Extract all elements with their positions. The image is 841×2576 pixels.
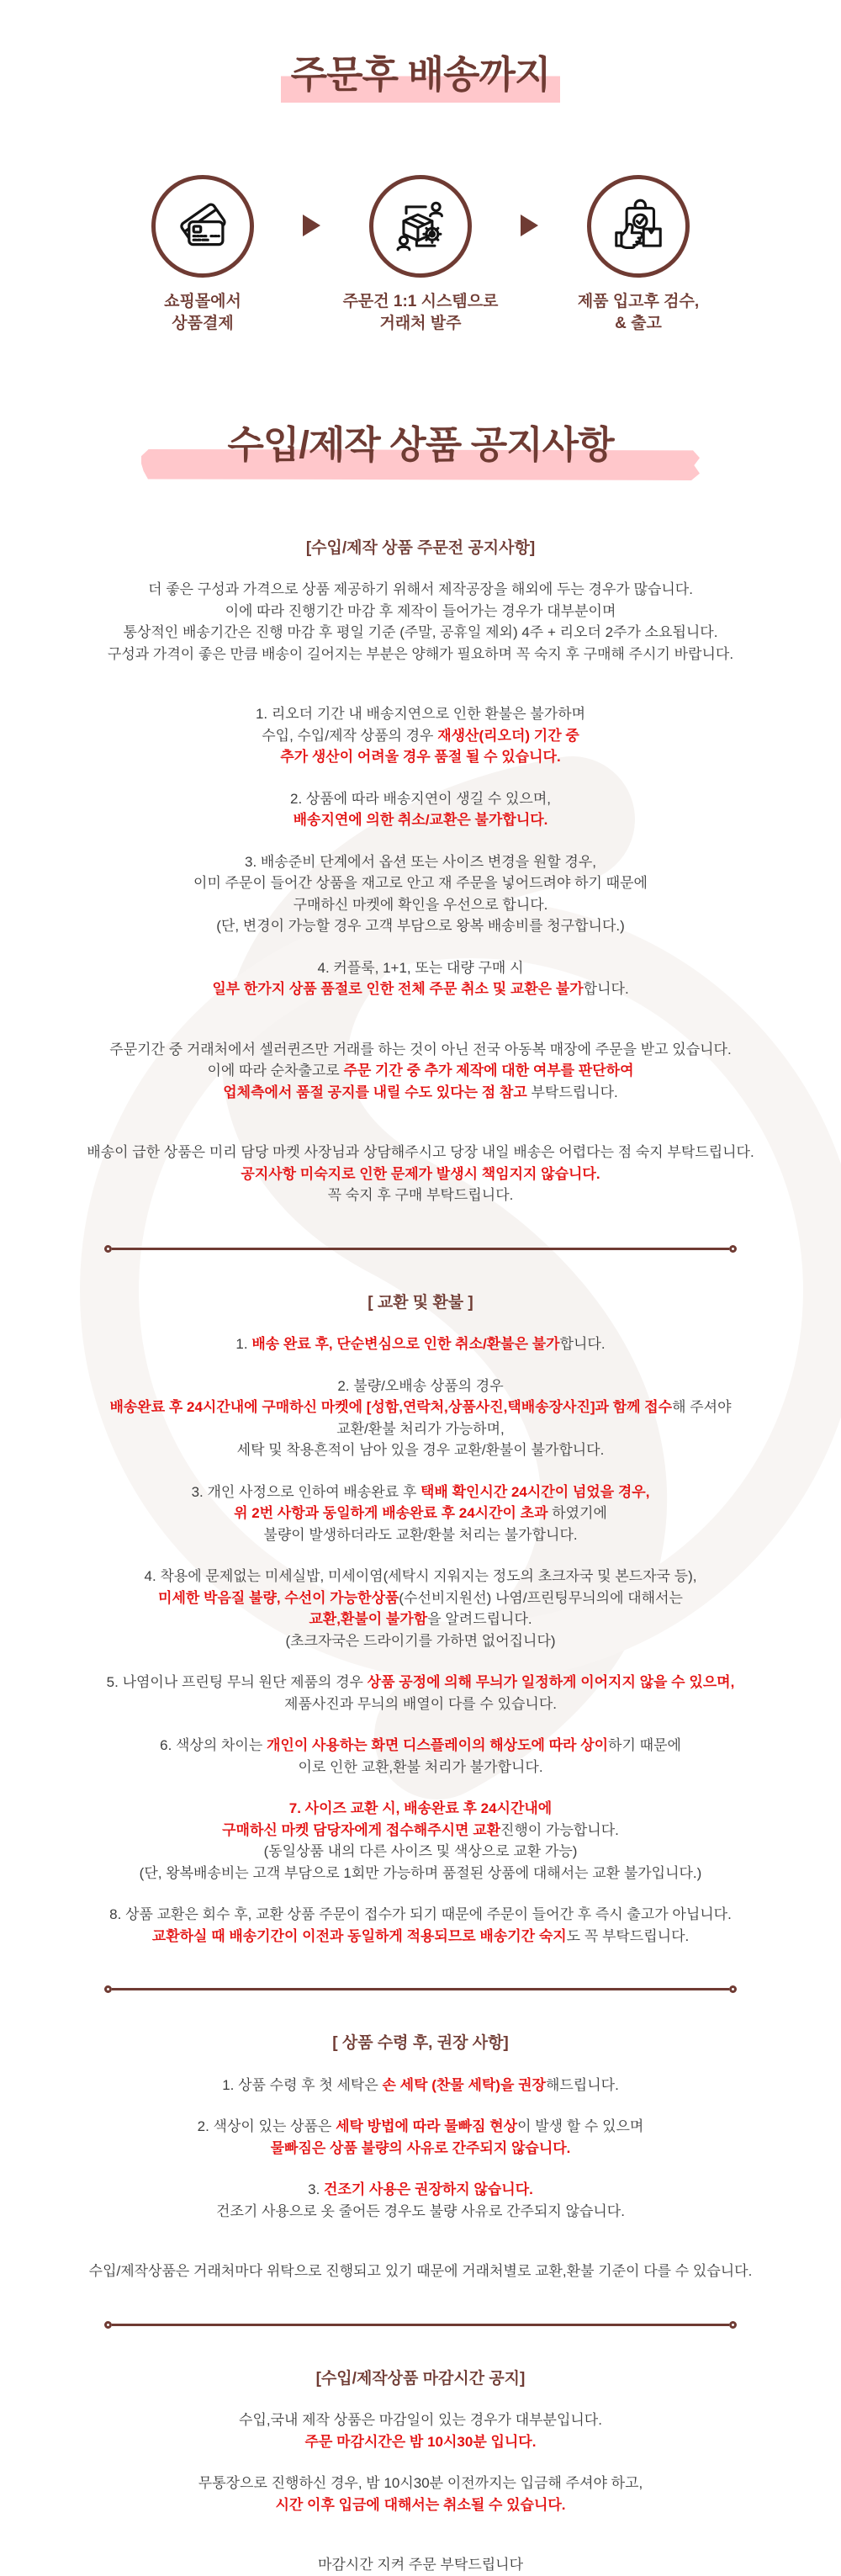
notice-text: 하였기에	[547, 1505, 607, 1522]
step-label-line: 쇼핑몰에서	[164, 292, 241, 310]
notice-line	[0, 2075, 841, 2096]
notice-page	[0, 54, 841, 2576]
notice-line	[0, 703, 841, 725]
notice-line	[0, 809, 841, 831]
notice-line	[0, 579, 841, 601]
notice-text: 합니다.	[559, 1336, 606, 1353]
notice-line	[0, 1630, 841, 1652]
notice-text: 3.	[308, 2181, 325, 2198]
step-label-line: 상품결제	[172, 314, 234, 332]
divider-ring-icon	[104, 1245, 112, 1253]
notice-text: 이 발생 할 수 있으며	[517, 2118, 644, 2135]
notice-line	[0, 2201, 841, 2223]
notice-text: 을 알려드립니다.	[427, 1611, 532, 1628]
step-icon-circle	[369, 175, 472, 278]
section-divider	[104, 1985, 737, 1993]
notice-text-red: 배송완료 후 24시간내에 구매하신 마켓에 [성함,연락처,상품사진,택배송장사진]과 함께 접수	[109, 1399, 673, 1416]
notice-text: 하기 때문에	[608, 1737, 681, 1754]
divider-ring-icon	[104, 1985, 112, 1993]
notice-text-red: 물빠짐은 상품 불량의 사유로 간주되지 않습니다.	[270, 2139, 571, 2156]
order-system-icon	[389, 195, 452, 257]
notice-line	[0, 1481, 841, 1503]
divider-ring-icon	[729, 2321, 737, 2329]
notice-line	[0, 978, 841, 1000]
notice-text: (초크자국은 드라이기를 가하면 없어집니다)	[285, 1632, 556, 1649]
notice-text: 1. 리오더 기간 내 배송지연으로 인한 환불은 불가하며	[255, 706, 586, 723]
notice-text: 제품사진과 무늬의 배열이 다를 수 있습니다.	[284, 1695, 557, 1712]
notice-body	[0, 537, 841, 2576]
divider-ring-icon	[729, 1245, 737, 1253]
hero-title	[0, 54, 841, 103]
notice-text-red: 교환,환불이 불가함	[309, 1611, 428, 1628]
step-label-line: 제품 입고후 검수,	[577, 292, 700, 310]
notice-text: 5. 나염이나 프린팅 무늬 원단 제품의 경우	[106, 1674, 368, 1691]
notice-text-red: 주문 마감시간은 밤 10시30분 입니다.	[304, 2433, 537, 2450]
notice-line	[0, 2261, 841, 2282]
notice-line	[0, 1841, 841, 1863]
notice-line	[0, 622, 841, 644]
notice-text: 이미 주문이 들어간 상품을 재고로 안고 재 주문을 넣어드려야 하기 때문에	[193, 875, 648, 892]
notice-text-red: 배송 완료 후, 단순변심으로 인한 취소/환불은 불가	[251, 1336, 560, 1353]
notice-text-red: 개인이 사용하는 화면 디스플레이의 해상도에 따라 상이	[267, 1737, 609, 1754]
notice-text-red: 상품 공정에 의해 무늬가 일정하게 이어지지 않을 수 있으며,	[367, 1674, 735, 1691]
notice-text: 2. 상품에 따라 배송지연이 생길 수 있으며,	[290, 790, 551, 807]
notice-line	[0, 1566, 841, 1587]
arrow-right-icon	[303, 215, 320, 236]
notice-line	[0, 872, 841, 894]
notice-paragraph	[0, 2409, 841, 2452]
notice-text: 2. 색상이 있는 상품은	[197, 2118, 336, 2135]
section-divider	[104, 2321, 737, 2329]
notice-line	[0, 2032, 841, 2056]
notice-paragraph	[0, 851, 841, 937]
notice-text-red: 건조기 사용은 권장하지 않습니다.	[324, 2181, 533, 2198]
section-header	[0, 2367, 841, 2392]
notice-paragraph	[0, 1735, 841, 1778]
notice-text-red: 주문 기간 중 추가 제작에 대한 여부를 판단하여	[343, 1063, 634, 1079]
notice-text: 배송이 급한 상품은 미리 담당 마켓 사장님과 상담해주시고 당장 내일 배송은 어렵다는 점 숙지 부탁드립니다.	[87, 1144, 754, 1161]
notice-line	[0, 2409, 841, 2431]
notice-line	[0, 1439, 841, 1461]
notice-line	[0, 2367, 841, 2392]
notice-text: 꼭 숙지 후 구매 부탁드립니다.	[327, 1187, 514, 1204]
notice-title-text: 수입/제작 상품 공지사항	[227, 422, 614, 466]
notice-text: 1.	[235, 1336, 252, 1353]
notice-text-red: 위 2번 사항과 동일하게 배송완료 후 24시간이 초과	[234, 1505, 548, 1522]
notice-text: 이에 따라 진행기간 마감 후 제작이 들어가는 경우가 대부분이며	[225, 602, 616, 619]
notice-text-red: 교환하실 때 배송기간이 이전과 동일하게 적용되므로 배송기간 숙지	[151, 1927, 567, 1944]
step-label-line: 주문건 1:1 시스템으로	[342, 292, 499, 310]
notice-text: 4. 착용에 문제없는 미세실밥, 미세이염(세탁시 지워지는 정도의 초크자국 및 본드자국 등),	[144, 1568, 697, 1585]
notice-text: 마감시간 지켜 주문 부탁드립니다	[317, 2557, 524, 2573]
notice-line	[0, 644, 841, 665]
divider-line	[112, 1988, 729, 1990]
notice-paragraph	[0, 2473, 841, 2515]
notice-text: 수입/제작상품은 거래처마다 위탁으로 진행되고 있기 때문에 거래처별로 교환,환불 기준이 다를 수 있습니다.	[88, 2263, 753, 2280]
notice-paragraph	[0, 2075, 841, 2096]
notice-text-red: 미세한 박음질 불량, 수선이 가능한상품	[158, 1589, 399, 1606]
notice-text-red: 세탁 방법에 따라 물빠짐 현상	[336, 2118, 518, 2135]
notice-line	[0, 1820, 841, 1842]
notice-paragraph	[0, 1333, 841, 1355]
notice-text: (단, 왕복배송비는 고객 부담으로 1회만 가능하며 품절된 상품에 대해서는 교환 불가입니다.)	[139, 1864, 702, 1881]
notice-line	[0, 1039, 841, 1061]
notice-line	[0, 2554, 841, 2576]
notice-text: (수선비지원선) 나염/프린팅무늬의에 대해서는	[399, 1589, 683, 1606]
notice-line	[0, 1142, 841, 1163]
notice-line	[0, 1798, 841, 1820]
notice-line	[0, 1060, 841, 1082]
notice-text-red: 일부 한가지 상품 품절로 인한 전체 주문 취소 및 교환은 불가	[212, 981, 584, 998]
notice-line	[0, 1375, 841, 1397]
notice-paragraph	[0, 957, 841, 1000]
notice-text-red: 재생산(리오더) 기간 중	[437, 727, 579, 744]
page	[0, 53, 841, 2573]
arrow-right-icon	[521, 215, 538, 236]
notice-line	[0, 1291, 841, 1316]
notice-text: 6. 색상의 차이는	[160, 1737, 267, 1754]
notice-line	[0, 957, 841, 979]
notice-text: 이에 따라 순차출고로	[207, 1063, 344, 1079]
divider-line	[112, 1248, 729, 1250]
notice-title	[0, 424, 841, 483]
notice-line	[0, 851, 841, 873]
notice-paragraph	[0, 1142, 841, 1206]
notice-line	[0, 2431, 841, 2453]
notice-text: [수입/제작 상품 주문전 공지사항]	[305, 538, 536, 557]
notice-line	[0, 1163, 841, 1185]
notice-text: 합니다.	[583, 981, 629, 998]
notice-line	[0, 2116, 841, 2138]
notice-text: 도 꼭 부탁드립니다.	[566, 1927, 690, 1944]
notice-line	[0, 915, 841, 937]
notice-paragraph	[0, 1039, 841, 1104]
notice-paragraph	[0, 1672, 841, 1715]
notice-line	[0, 2179, 841, 2201]
section-header	[0, 1291, 841, 1316]
notice-text: 3. 배송준비 단계에서 옵션 또는 사이즈 변경을 원할 경우,	[245, 853, 596, 870]
notice-text-red: 구매하신 마켓 담당자에게 접수해주시면 교환	[222, 1821, 501, 1838]
notice-text-red: 7. 사이즈 교환 시, 배송완료 후 24시간내에	[288, 1800, 553, 1817]
divider-line	[112, 2324, 729, 2326]
notice-text: 1. 상품 수령 후 첫 세탁은	[222, 2076, 383, 2093]
notice-line	[0, 1609, 841, 1630]
notice-text: [수입/제작상품 마감시간 공지]	[315, 2369, 526, 2388]
notice-text: [ 교환 및 환불 ]	[368, 1293, 473, 1312]
divider-ring-icon	[729, 1985, 737, 1993]
notice-text-red: 택배 확인시간 24시간이 넘었을 경우,	[420, 1483, 650, 1500]
notice-line	[0, 1735, 841, 1757]
step-label	[538, 291, 738, 335]
divider-ring-icon	[104, 2321, 112, 2329]
notice-text: 4. 커플룩, 1+1, 또는 대량 구매 시	[317, 959, 524, 976]
notice-line	[0, 788, 841, 810]
notice-text: 해드립니다.	[545, 2076, 619, 2093]
notice-text: 해 주셔야	[672, 1399, 732, 1416]
notice-paragraph	[0, 1481, 841, 1546]
notice-line	[0, 1503, 841, 1524]
notice-line	[0, 1418, 841, 1440]
step-icon-circle	[587, 175, 690, 278]
notice-text: 구매하신 마켓에 확인을 우선으로 합니다.	[293, 896, 548, 913]
notice-paragraph	[0, 703, 841, 768]
notice-line	[0, 2473, 841, 2494]
notice-paragraph	[0, 1375, 841, 1461]
notice-text: 8. 상품 교환은 회수 후, 교환 상품 주문이 접수가 되기 때문에 주문이 들어간 후 즉시 출고가 아닙니다.	[109, 1906, 732, 1923]
notice-text-red: 시간 이후 입금에 대해서는 취소될 수 있습니다.	[275, 2496, 566, 2513]
notice-text: 수입, 수입/제작 상품의 경우	[262, 727, 438, 744]
notice-paragraph	[0, 2554, 841, 2576]
notice-text: [ 상품 수령 후, 권장 사항]	[332, 2034, 509, 2053]
notice-line	[0, 1904, 841, 1926]
notice-text: 더 좋은 구성과 가격으로 상품 제공하기 위해서 제작공장을 해외에 두는 경우가 많습니다.	[148, 581, 693, 598]
notice-line	[0, 1082, 841, 1104]
notice-text: 주문기간 중 거래처에서 셀러퀸즈만 거래를 하는 것이 아닌 전국 아동복 매장에 주문을 받고 있습니다.	[109, 1041, 732, 1057]
notice-text: 부탁드립니다.	[526, 1084, 618, 1100]
credit-card-icon	[172, 195, 234, 257]
notice-line	[0, 1672, 841, 1693]
notice-paragraph	[0, 788, 841, 831]
step-label-line: & 출고	[615, 314, 662, 332]
notice-text-red: 손 세탁 (찬물 세탁)을 권장	[382, 2076, 546, 2093]
notice-text: 교환/환불 처리가 가능하며,	[336, 1420, 505, 1437]
step-label	[320, 291, 521, 335]
notice-text: 2. 불량/오배송 상품의 경우	[337, 1377, 504, 1394]
notice-text-red: 추가 생산이 어려울 경우 품절 될 수 있습니다.	[280, 749, 561, 766]
notice-text: 통상적인 배송기간은 진행 마감 후 평일 기준 (주말, 공휴일 제외) 4주 + 리오더 2주가 소요됩니다.	[123, 624, 718, 641]
notice-line	[0, 1333, 841, 1355]
notice-line	[0, 1926, 841, 1948]
notice-line	[0, 894, 841, 916]
hero-title-text: 주문후 배송까지	[281, 54, 561, 103]
notice-text-red: 업체측에서 품절 공지를 내릴 수도 있다는 점 참고	[223, 1084, 527, 1100]
notice-line	[0, 1693, 841, 1715]
notice-line	[0, 537, 841, 561]
notice-paragraph	[0, 579, 841, 665]
notice-text: 무통장으로 진행하신 경우, 밤 10시30분 이전까지는 입금해 주셔야 하고,	[198, 2475, 643, 2492]
notice-text: 수입,국내 제작 상품은 마감일이 있는 경우가 대부분입니다.	[239, 2412, 602, 2429]
notice-paragraph	[0, 1798, 841, 1884]
step-label	[103, 291, 303, 335]
notice-text: (동일상품 내의 다른 사이즈 및 색상으로 교환 가능)	[263, 1843, 578, 1860]
section-divider	[104, 1245, 737, 1253]
notice-paragraph	[0, 2261, 841, 2282]
notice-text: (단, 변경이 가능할 경우 고객 부담으로 왕복 배송비를 청구합니다.)	[216, 918, 625, 935]
order-process-steps	[0, 175, 841, 335]
section-header	[0, 2032, 841, 2056]
step-payment	[103, 175, 303, 335]
notice-text: 건조기 사용으로 옷 줄어든 경우도 불량 사유로 간주되지 않습니다.	[216, 2202, 625, 2219]
notice-paragraph	[0, 1566, 841, 1651]
section-header	[0, 537, 841, 561]
notice-line	[0, 1524, 841, 1546]
notice-line	[0, 725, 841, 747]
notice-line	[0, 2494, 841, 2516]
step-order-system	[320, 175, 521, 335]
notice-line	[0, 746, 841, 768]
step-icon-circle	[151, 175, 254, 278]
notice-line	[0, 1397, 841, 1418]
notice-text: 세탁 및 착용흔적이 남아 있을 경우 교환/환불이 불가합니다.	[236, 1442, 605, 1459]
notice-paragraph	[0, 1904, 841, 1947]
notice-paragraph	[0, 2179, 841, 2222]
notice-text: 불량이 발생하더라도 교환/환불 처리는 불가합니다.	[263, 1526, 578, 1543]
notice-text-red: 공지사항 미숙지로 인한 문제가 발생시 책임지지 않습니다.	[241, 1165, 600, 1182]
notice-line	[0, 1863, 841, 1884]
notice-line	[0, 601, 841, 623]
notice-line	[0, 2138, 841, 2160]
notice-paragraph	[0, 2116, 841, 2159]
inspection-icon	[607, 195, 669, 257]
notice-text: 구성과 가격이 좋은 만큼 배송이 길어지는 부분은 양해가 필요하며 꼭 숙지 후 구매해 주시기 바랍니다.	[107, 645, 734, 662]
step-label-line: 거래처 발주	[379, 314, 462, 332]
notice-line	[0, 1185, 841, 1206]
notice-line	[0, 1587, 841, 1609]
notice-line	[0, 1757, 841, 1778]
notice-text-red: 배송지연에 의한 취소/교환은 불가합니다.	[293, 812, 548, 829]
notice-text: 진행이 가능합니다.	[500, 1821, 619, 1838]
notice-text: 이로 인한 교환,환불 처리가 불가합니다.	[298, 1758, 543, 1775]
step-inspection	[538, 175, 738, 335]
notice-text: 3. 개인 사정으로 인하여 배송완료 후	[191, 1483, 420, 1500]
